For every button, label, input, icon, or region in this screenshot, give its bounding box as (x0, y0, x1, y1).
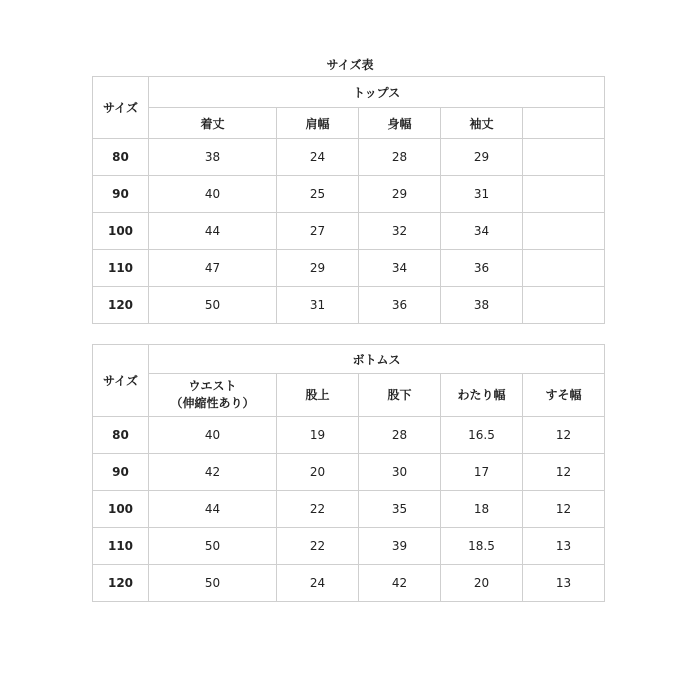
table-row (93, 213, 605, 250)
table-cell: 27 (277, 213, 359, 250)
bottoms-size-header: サイズ (93, 345, 149, 417)
table-cell: 24 (277, 139, 359, 176)
bottoms-table-viewport (0, 344, 700, 604)
size-cell: 80 (93, 417, 149, 454)
table-cell: 34 (359, 250, 441, 287)
table-row (93, 250, 605, 287)
table-cell: 17 (441, 454, 523, 491)
table-cell: 40 (149, 176, 277, 213)
table-cell: 39 (359, 528, 441, 565)
size-cell: 90 (93, 454, 149, 491)
size-cell: 110 (93, 528, 149, 565)
table-cell: 40 (149, 417, 277, 454)
waist-note: （伸縮性あり） (170, 396, 255, 410)
table-row (93, 176, 605, 213)
table-cell: 28 (359, 139, 441, 176)
table-cell: 47 (149, 250, 277, 287)
table-cell: 20 (441, 565, 523, 602)
table-cell: 22 (277, 491, 359, 528)
tops-size-table (92, 76, 605, 324)
table-cell: 31 (441, 176, 523, 213)
bottoms-col-thigh: わたり幅 (441, 374, 523, 417)
waist-label: ウエスト (188, 379, 237, 393)
table-cell (523, 139, 605, 176)
table-cell: 30 (359, 454, 441, 491)
table-cell: 12 (523, 454, 605, 491)
size-cell: 120 (93, 565, 149, 602)
table-cell (523, 176, 605, 213)
table-cell: 31 (277, 287, 359, 324)
table-cell: 38 (149, 139, 277, 176)
table-cell: 24 (277, 565, 359, 602)
table-cell: 44 (149, 213, 277, 250)
table-cell: 13 (523, 528, 605, 565)
table-cell: 12 (523, 491, 605, 528)
table-cell: 35 (359, 491, 441, 528)
bottoms-column-header-row (93, 374, 605, 417)
table-cell: 29 (441, 139, 523, 176)
table-cell (523, 213, 605, 250)
table-cell: 50 (149, 287, 277, 324)
table-cell: 25 (277, 176, 359, 213)
table-row (93, 491, 605, 528)
size-cell: 110 (93, 250, 149, 287)
tops-col-katahaba: 肩幅 (277, 108, 359, 139)
table-cell: 13 (523, 565, 605, 602)
table-row (93, 417, 605, 454)
bottoms-group-row (93, 345, 605, 374)
size-cell: 90 (93, 176, 149, 213)
table-row (93, 287, 605, 324)
tops-size-header: サイズ (93, 77, 149, 139)
bottoms-col-waist (149, 374, 277, 417)
table-cell: 28 (359, 417, 441, 454)
size-cell: 100 (93, 213, 149, 250)
bottoms-group-header: ボトムス (149, 345, 605, 374)
table-row (93, 454, 605, 491)
table-cell: 50 (149, 565, 277, 602)
tops-col-mihaba: 身幅 (359, 108, 441, 139)
table-row (93, 528, 605, 565)
tops-group-header: トップス (149, 77, 605, 108)
table-cell: 18.5 (441, 528, 523, 565)
table-cell: 42 (149, 454, 277, 491)
tops-col-kitake: 着丈 (149, 108, 277, 139)
bottoms-col-rise: 股上 (277, 374, 359, 417)
table-cell: 34 (441, 213, 523, 250)
table-cell: 20 (277, 454, 359, 491)
table-cell: 16.5 (441, 417, 523, 454)
bottoms-col-inseam: 股下 (359, 374, 441, 417)
table-cell (523, 287, 605, 324)
table-row (93, 565, 605, 602)
table-cell: 29 (359, 176, 441, 213)
table-cell: 44 (149, 491, 277, 528)
table-cell: 36 (359, 287, 441, 324)
bottoms-col-hem: すそ幅 (523, 374, 605, 417)
tops-group-row (93, 77, 605, 108)
table-cell: 19 (277, 417, 359, 454)
table-cell: 50 (149, 528, 277, 565)
table-cell: 32 (359, 213, 441, 250)
tops-column-header-row (93, 108, 605, 139)
table-cell (523, 250, 605, 287)
bottoms-size-table (92, 344, 605, 602)
table-cell: 29 (277, 250, 359, 287)
tops-col-sodetake: 袖丈 (441, 108, 523, 139)
table-cell: 18 (441, 491, 523, 528)
page-title: サイズ表 (326, 58, 374, 72)
table-row (93, 139, 605, 176)
table-cell: 42 (359, 565, 441, 602)
table-cell: 22 (277, 528, 359, 565)
table-cell: 12 (523, 417, 605, 454)
table-cell: 36 (441, 250, 523, 287)
size-cell: 80 (93, 139, 149, 176)
size-cell: 100 (93, 491, 149, 528)
table-cell: 38 (441, 287, 523, 324)
size-cell: 120 (93, 287, 149, 324)
tops-col-empty (523, 108, 605, 139)
